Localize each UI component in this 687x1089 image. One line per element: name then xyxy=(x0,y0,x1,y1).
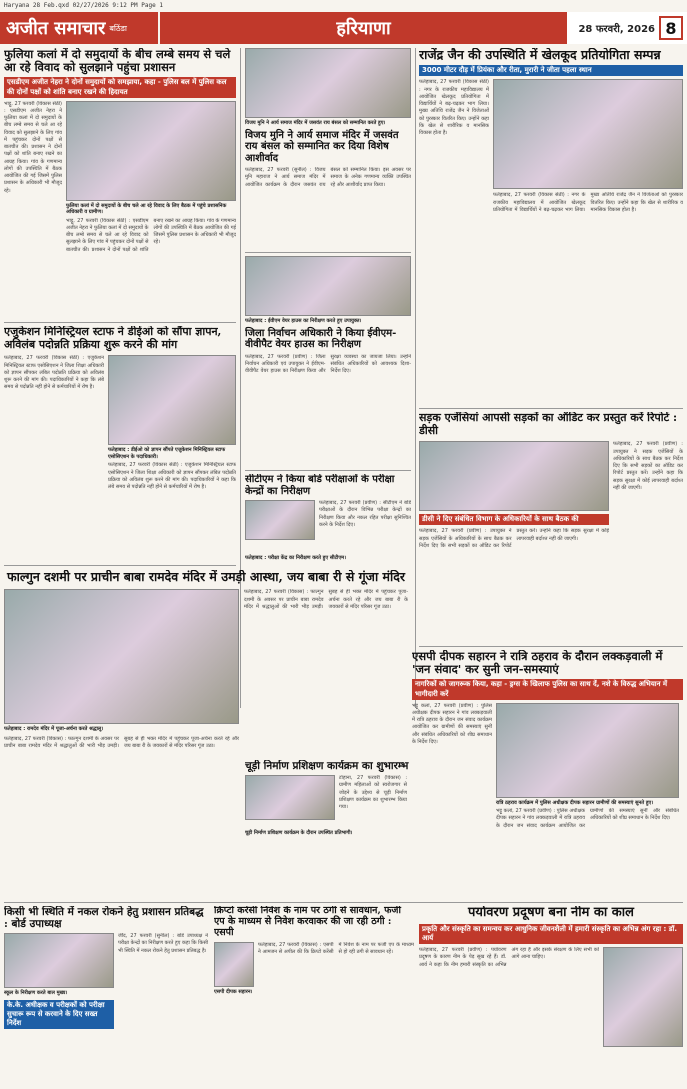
photo-caption: फुलिया कलां में दो समुदायों के बीच चले आ रहे विवाद के लिए बैठक में पहुंचे प्रशासनिक अधिकारी व ग्रामीण। xyxy=(66,202,227,216)
headline: क्रिप्टो करेंसी निवेश के नाम पर ठगी से सावधान, फर्जी एप के माध्यम से निवेश करवाकर की जा रही ठगी : एसपी xyxy=(214,906,401,938)
article-sports-competition xyxy=(419,48,683,403)
article-body: फतेहाबाद, 27 फरवरी (विकास सेठी) : एजुकेशन मिनिस्ट्रियल स्टाफ एसोसिएशन ने जिला शिक्षा अधिकारी को ज्ञापन सौंपकर लंबित पदोन्नति प्रक्रिया को अविलंब शुरू करने की मांग की। पदाधिकारियों ने कहा कि लंबे समय से पदोन्नति नहीं होने से कर्मचारियों में रोष है। xyxy=(4,355,104,391)
article-bangle-training xyxy=(245,760,409,850)
article-photo xyxy=(214,942,254,987)
article-divider xyxy=(419,646,683,647)
article-sp-jan-samvad xyxy=(412,650,683,890)
article-body: फतेहाबाद, 27 फरवरी (विकास सेठी) : नगर के राजकीय महाविद्यालय में आयोजित खेलकूद प्रतियोगिता में विद्यार्थियों ने बढ़-चढ़कर भाग लिया। मुख्य अतिथि राजेंद्र जैन ने विजेताओं को पुरस्कार वितरित किए। उन्होंने कहा कि खेल से शारीरिक व मानसिक विकास होता है। xyxy=(419,79,489,137)
article-ctm-inspection xyxy=(245,474,411,564)
article-body: टोहाना, 27 फरवरी (विकास) : ग्रामीण महिलाओं को स्वरोजगार से जोड़ने के उद्देश्य से चूड़ी निर्माण प्रशिक्षण कार्यक्रम का शुभारम्भ किया गया। xyxy=(339,775,407,811)
print-slug: Haryana 28 Feb.qxd 02/27/2026 9:12 PM Page 1 xyxy=(4,2,163,9)
headline: फुलिया कलां में दो समुदायों के बीच लम्बे समय से चले आ रहे विवाद को सुलझाने पहुंचा प्रशासन xyxy=(4,48,231,75)
article-body: फतेहाबाद, 27 फरवरी (प्रवीण) : उपायुक्त ने सड़क एजेंसियों के अधिकारियों के साथ बैठक कर निर्देश दिए कि सभी सड़कों का ऑडिट कर रिपोर्ट प्रस्तुत करें। उन्होंने कहा कि सड़क सुरक्षा में कोई लापरवाही बर्दाश्त नहीं की जाएगी। xyxy=(419,528,609,549)
headline: किसी भी स्थिति में नकल रोकने हेतु प्रशासन प्रतिबद्ध : बोर्ड उपाध्यक्ष xyxy=(4,906,204,931)
article-body: फतेहाबाद, 27 फरवरी (विकास सेठी) : एजुकेशन मिनिस्ट्रियल स्टाफ एसोसिएशन ने जिला शिक्षा अधिकारी को ज्ञापन सौंपकर लंबित पदोन्नति प्रक्रिया को अविलंब शुरू करने की मांग की। पदाधिकारियों ने कहा कि लंबे समय से पदोन्नति नहीं होने से कर्मचारियों में रोष है। xyxy=(108,462,236,491)
article-body: फतेहाबाद, 27 फरवरी (प्रवीण) : सीटीएम ने बोर्ड परीक्षाओं के दौरान विभिन्न परीक्षा केन्द्रों का निरीक्षण किया और नकल रहित परीक्षा सुनिश्चित करने के निर्देश दिए। xyxy=(319,500,411,528)
article-body: भट्टू कलां, 27 फरवरी (प्रवीण) : पुलिस अधीक्षक दीपक सहारन ने गांव लक्कड़वाली में रात्रि ठहराव के दौरान जन संवाद कार्यक्रम आयोजित कर ग्रामीणों की समस्याएं सुनीं और संबंधित अधिकारियों को शीघ्र समाधान के निर्देश दिए। xyxy=(412,702,492,745)
article-divider xyxy=(419,408,683,409)
section-title: हरियाणा xyxy=(160,12,567,44)
photo-caption: रात्रि ठहराव कार्यक्रम में पुलिस अधीक्षक दीपक सहारन ग्रामीणों की समस्याएं सुनते हुए। xyxy=(496,799,654,806)
photo-caption: चूड़ी निर्माण प्रशिक्षण कार्यक्रम के दौरान उपस्थित प्रतिभागी। xyxy=(245,830,353,837)
photo-caption: विजय मुनि ने आर्य समाज मंदिर में जसवंत राय बंसल को सम्मानित करते हुए। xyxy=(245,120,386,126)
article-fulia-kalan xyxy=(4,48,236,318)
article-evm-warehouse xyxy=(245,256,411,466)
article-photo xyxy=(493,79,683,189)
article-photo xyxy=(245,48,411,118)
article-body: फतेहाबाद, 27 फरवरी (विकास) : एसपी ने आमजन से अपील की कि क्रिप्टो करेंसी में निवेश के नाम पर फर्जी एप के माध्यम से हो रही ठगी से सावधान रहें। xyxy=(258,941,414,956)
article-photo xyxy=(245,256,411,316)
article-body: फतेहाबाद, 27 फरवरी (विकास) : फाल्गुन दशमी के अवसर पर प्राचीन बाबा रामदेव मंदिर में श्रद्धालुओं की भारी भीड़ उमड़ी। सुबह से ही भक्त मंदिर में पहुंचकर पूजा-अर्चना करते रहे और जय बाबा री के जयकारों से मंदिर परिसर गूंज उठा। xyxy=(244,589,408,610)
article-photo xyxy=(66,101,236,201)
article-ministerial-staff xyxy=(4,326,236,561)
headline: एजुकेशन मिनिस्ट्रियल स्टाफ ने डीईओ को सौंपा ज्ञापन, अविलंब पदोन्नति प्रक्रिया शुरू करने की मांग xyxy=(4,326,222,351)
photo-caption: फतेहाबाद : परीक्षा केंद्र का निरीक्षण करते हुए सीटीएम। xyxy=(245,555,346,561)
headline: चूड़ी निर्माण प्रशिक्षण कार्यक्रम का शुभारम्भ xyxy=(245,760,409,772)
article-body: फतेहाबाद, 27 फरवरी (विकास सेठी) : नगर के राजकीय महाविद्यालय में आयोजित खेलकूद प्रतियोगिता में विद्यार्थियों ने बढ़-चढ़कर भाग लिया। मुख्य अतिथि राजेंद्र जैन ने विजेताओं को पुरस्कार वितरित किए। उन्होंने कहा कि खेल से शारीरिक व मानसिक विकास होता है। xyxy=(493,192,683,213)
page-number: 8 xyxy=(659,16,683,40)
subheadline: प्रकृति और संस्कृति का समन्वय कर आधुनिक जीवनशैली में हमारी संस्कृति का अभिन्न अंग रहा : डॉ. आर्य xyxy=(419,924,683,944)
subheadline: नागरिकों को जागरूक किया, कहा - ड्रग्स के खिलाफ पुलिस का साथ दें, नशे के विरुद्ध अभियान में भागीदारी करें xyxy=(412,679,683,699)
subheadline: 3000 मीटर दौड़ में प्रियंका और रीता, मुरारी ने जीता पहला स्थान xyxy=(419,65,683,76)
article-divider xyxy=(4,565,236,566)
article-road-audit xyxy=(419,412,683,642)
article-board-vice-chairman xyxy=(4,906,209,1086)
column-divider xyxy=(415,48,416,708)
article-neem-pollution xyxy=(419,906,683,1086)
photo-caption: फतेहाबाद : रामदेव मंदिर में पूजा-अर्चना करते श्रद्धालु। xyxy=(4,726,104,733)
photo-caption: स्कूल के निरीक्षण करते बाल मुख्य। xyxy=(4,990,68,997)
subheadline: एसडीएम अजीत नेहरा ने दोनों समुदायों को समझाया, कहा - पुलिस बल में पुलिस कल की दोनों पक्षों को शांति बनाए रखने की हिदायत xyxy=(4,77,236,97)
headline: एसपी दीपक सहारन ने रात्रि ठहराव के दौरान लक्कड़वाली में 'जन संवाद' कर सुनी जन-समस्याएं xyxy=(412,650,663,677)
article-body: भट्टू कलां, 27 फरवरी (प्रवीण) : पुलिस अधीक्षक दीपक सहारन ने गांव लक्कड़वाली में रात्रि ठहराव के दौरान जन संवाद कार्यक्रम आयोजित कर ग्रामीणों की समस्याएं सुनीं और संबंधित अधिकारियों को शीघ्र समाधान के निर्देश दिए। xyxy=(496,808,679,829)
article-divider xyxy=(4,902,683,903)
brand-block xyxy=(0,12,158,44)
date-block xyxy=(567,12,687,44)
pull-quote: के.के. अधीक्षक व परीक्षकों को परीक्षा सुचारू रूप से करवाने के दिए सख्त निर्देश xyxy=(4,1000,114,1029)
issue-date: 28 फरवरी, 2026 xyxy=(578,24,655,35)
article-photo xyxy=(496,703,679,798)
photo-caption: फतेहाबाद : डीईओ को ज्ञापन सौंपते एजुकेशन मिनिस्ट्रियल स्टाफ एसोसिएशन के पदाधिकारी। xyxy=(108,447,226,460)
article-body: भाट्टू, 27 फरवरी (विकास सेठी) : एसडीएम अजीत नेहरा ने फुलिया कलां में दो समुदायों के बीच लम्बे समय से चले आ रहे विवाद को सुलझाने के लिए गांव में पहुंचकर दोनों पक्षों से बातचीत की। प्रशासन ने दोनों पक्षों को शांति बनाए रखने का आग्रह किया। गांव के गणमान्य लोगों की उपस्थिति में बैठक आयोजित की गई जिसमें पुलिस प्रशासन के अधिकारी भी मौजूद रहे। xyxy=(4,100,62,194)
article-photo xyxy=(419,441,609,511)
article-photo xyxy=(108,355,236,445)
photo-caption: फतेहाबाद : ईवीएम वेयर हाउस का निरीक्षण करते हुए उपायुक्त। xyxy=(245,318,362,324)
headline: सीटीएम ने किया बोर्ड परीक्षाओं के परीक्षा केन्द्रों का निरीक्षण xyxy=(245,474,395,497)
article-photo xyxy=(603,947,683,1047)
article-photo xyxy=(4,589,239,724)
photo-caption: एसपी दीपक सहारन। xyxy=(214,988,253,995)
article-body: फतेहाबाद, 27 फरवरी (विकास) : फाल्गुन दशमी के अवसर पर प्राचीन बाबा रामदेव मंदिर में श्रद्धालुओं की भारी भीड़ उमड़ी। सुबह से ही भक्त मंदिर में पहुंचकर पूजा-अर्चना करते रहे और जय बाबा री के जयकारों से मंदिर परिसर गूंज उठा। xyxy=(4,735,239,750)
headline: फाल्गुन दशमी पर प्राचीन बाबा रामदेव मंदिर में उमड़ी आस्था, जय बाबा री से गूंजा मंदिर xyxy=(6,570,406,584)
brand-name: अजीत समाचार xyxy=(6,18,106,39)
headline: जिला निर्वाचन अधिकारी ने किया ईवीएम-वीवीपैट वेयर हाउस का निरीक्षण xyxy=(245,327,397,350)
article-body: फतेहाबाद, 27 फरवरी (सुनील) : विजय मुनि महाराज ने आर्य समाज मंदिर में आयोजित कार्यक्रम के दौरान जसवंत राय बंसल को सम्मानित किया। इस अवसर पर समाज के अनेक गणमान्य व्यक्ति उपस्थित रहे और आशीर्वाद प्राप्त किया। xyxy=(245,167,411,188)
article-vijay-muni xyxy=(245,48,411,248)
headline: विजय मुनि ने आर्य समाज मंदिर में जसवंत राय बंसल को सम्मानित कर दिया विशेष आशीर्वाद xyxy=(245,129,399,164)
article-photo xyxy=(245,500,315,540)
headline: सड़क एजेंसियां आपसी सड़कों का ऑडिट कर प्रस्तुत करें रिपोर्ट : डीसी xyxy=(419,412,678,437)
article-body: फतेहाबाद, 27 फरवरी (प्रवीण) : पर्यावरण प्रदूषण के कारण नीम के पेड़ सूख रहे हैं। डॉ. आर्य ने कहा कि नीम हमारी संस्कृति का अभिन्न अंग रहा है और इसके संरक्षण के लिए सभी को आगे आना चाहिए। xyxy=(419,947,599,968)
article-body: फतेहाबाद, 27 फरवरी (प्रवीण) : जिला निर्वाचन अधिकारी एवं उपायुक्त ने ईवीएम-वीवीपैट वेयर हाउस का निरीक्षण किया और सुरक्षा व्यवस्था का जायजा लिया। उन्होंने संबंधित अधिकारियों को आवश्यक दिशा-निर्देश दिए। xyxy=(245,353,411,374)
headline: राजेंद्र जैन की उपस्थिति में खेलकूद प्रतियोगिता सम्पन्न xyxy=(419,48,661,62)
article-crypto-fraud xyxy=(214,906,414,1086)
masthead xyxy=(0,12,687,44)
article-body: जींद, 27 फरवरी (सुनील) : बोर्ड उपाध्यक्ष ने परीक्षा केन्द्रों का निरीक्षण करते हुए कहा कि किसी भी स्थिति में नकल रोकने हेतु प्रशासन प्रतिबद्ध है। xyxy=(118,933,208,954)
brand-city: बठिंडा xyxy=(109,23,127,33)
headline: पर्यावरण प्रदूषण बना नीम का काल xyxy=(468,906,634,920)
article-body: फतेहाबाद, 27 फरवरी (प्रवीण) : उपायुक्त ने सड़क एजेंसियों के अधिकारियों के साथ बैठक कर निर्देश दिए कि सभी सड़कों का ऑडिट कर रिपोर्ट प्रस्तुत करें। उन्होंने कहा कि सड़क सुरक्षा में कोई लापरवाही बर्दाश्त नहीं की जाएगी। xyxy=(613,441,683,491)
article-divider xyxy=(4,322,236,323)
pull-quote: डीसी ने दिए संबंधित विभाग के अधिकारियों के साथ बैठक की xyxy=(419,514,609,525)
article-body: भाट्टू, 27 फरवरी (विकास सेठी) : एसडीएम अजीत नेहरा ने फुलिया कलां में दो समुदायों के बीच लम्बे समय से चले आ रहे विवाद को सुलझाने के लिए गांव में पहुंचकर दोनों पक्षों से बातचीत की। प्रशासन ने दोनों पक्षों को शांति बनाए रखने का आग्रह किया। गांव के गणमान्य लोगों की उपस्थिति में बैठक आयोजित की गई जिसमें पुलिस प्रशासन के अधिकारी भी मौजूद रहे। xyxy=(66,217,236,253)
article-divider xyxy=(245,470,411,471)
article-photo xyxy=(245,775,335,820)
article-divider xyxy=(245,252,411,253)
article-photo xyxy=(4,933,114,988)
